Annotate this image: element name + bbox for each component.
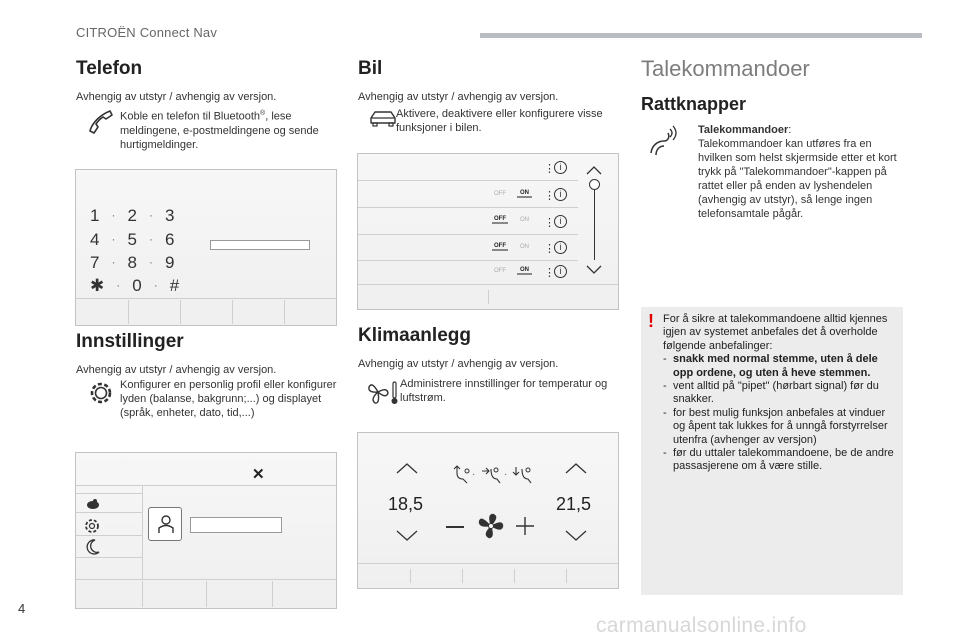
info-icon[interactable]: i — [554, 161, 567, 174]
note-item-3: - for best mulig funksjon anbefales at vinduer og åpent tak lukkes for å unngå forstyrrelser utenfra (avhenger av versjon) — [663, 407, 899, 447]
more-options-icon[interactable]: ⋮ — [544, 190, 555, 202]
info-icon[interactable]: i — [554, 241, 567, 254]
innstillinger-dependency: Avhengig av utstyr / avhengig av versjon. — [76, 364, 277, 376]
brand-title: CITROËN Connect Nav — [76, 25, 218, 40]
settings-gear-small-icon[interactable] — [84, 517, 102, 540]
keypad-row-2: 4 · 5 · 6 — [90, 230, 175, 249]
temp-right-up-icon[interactable] — [565, 461, 587, 479]
innstillinger-feature — [86, 378, 342, 420]
telefon-feature — [86, 107, 344, 152]
bil-dependency: Avhengig av utstyr / avhengig av versjon. — [358, 91, 559, 103]
rattknapper-subtitle: Rattknapper — [641, 94, 747, 114]
info-icon[interactable]: i — [554, 188, 567, 201]
profile-icon[interactable] — [86, 496, 102, 515]
key-star[interactable]: ✱ — [90, 276, 105, 295]
note-list — [663, 353, 899, 474]
klimaanlegg-dependency: Avhengig av utstyr / avhengig av versjon. — [358, 358, 559, 370]
toggle-1[interactable]: OFF ON — [492, 188, 532, 200]
talekommandoer-section — [641, 56, 921, 115]
scrollbar-thumb[interactable] — [589, 179, 600, 190]
climate-screen: 18,5 21,5 · · — [357, 432, 619, 589]
telefon-title: Telefon — [76, 58, 143, 79]
toggle-3[interactable]: OFF ON — [494, 243, 529, 250]
watermark: carmanualsonline.info — [596, 614, 807, 637]
key-7[interactable]: 7 — [90, 253, 100, 272]
bil-section — [358, 58, 628, 104]
header-bar — [480, 33, 922, 38]
profile-person-button[interactable] — [148, 507, 182, 541]
telefon-dependency: Avhengig av utstyr / avhengig av versjon. — [76, 91, 277, 103]
scroll-up-icon[interactable] — [586, 162, 602, 180]
vehicle-settings-screen — [357, 153, 619, 310]
toggle-2[interactable]: OFF ON — [494, 216, 529, 223]
more-options-icon[interactable]: ⋮ — [544, 243, 555, 255]
telefon-section — [76, 58, 346, 104]
talekommandoer-feature — [648, 123, 906, 221]
note-item-1: - snakk med normal stemme, uten å dele opp ordene, og uten å heve stemmen. — [663, 353, 899, 380]
close-icon[interactable]: ✕ — [252, 466, 265, 483]
temp-left-down-icon[interactable] — [396, 529, 418, 547]
bil-title: Bil — [358, 58, 383, 79]
bil-description: Aktivere, deaktivere eller konfigurere visse funksjoner i bilen. — [396, 108, 603, 134]
key-1[interactable]: 1 — [90, 206, 100, 225]
fan-icon[interactable] — [476, 511, 506, 546]
key-8[interactable]: 8 — [127, 253, 137, 272]
key-9[interactable]: 9 — [164, 253, 175, 272]
moon-icon[interactable] — [86, 539, 100, 560]
scroll-down-icon[interactable] — [586, 262, 602, 280]
page-number: 4 — [18, 601, 26, 616]
innstillinger-description: Konfigurer en personlig profil eller konfigurer lyden (balanse, bakgrunn;...) og displayet (språk, enheter, dato, tid,...) — [120, 379, 337, 419]
voice-command-icon — [648, 123, 698, 221]
toggle-4[interactable]: OFF ON — [492, 265, 532, 277]
fan-decrease-icon[interactable] — [446, 526, 464, 528]
klimaanlegg-section — [358, 325, 628, 371]
note-text — [663, 313, 899, 474]
talekommandoer-description: Talekommandoer: Talekommandoer kan utføres fra en hvilken som helst skjermside etter et kort trykk på "Talekommandoer"-kappen på rattet eller på enden av lyshendelen (avhengig av utstyr), så lenge ingen telefonsamtale pågår. — [698, 124, 897, 220]
fan-increase-icon[interactable] — [516, 517, 534, 540]
airflow-face-icon[interactable] — [450, 465, 472, 490]
klimaanlegg-title: Klimaanlegg — [358, 325, 471, 346]
airflow-feet-icon[interactable] — [512, 465, 534, 490]
profile-name-field[interactable] — [190, 517, 282, 533]
keypad-row-4: ✱ · 0 · # — [90, 276, 180, 295]
klimaanlegg-feature — [366, 377, 622, 412]
airflow-body-icon[interactable] — [480, 465, 502, 490]
klimaanlegg-description: Administrere innstillinger for temperatur og luftstrøm. — [400, 378, 608, 404]
temp-right-down-icon[interactable] — [565, 529, 587, 547]
temp-right-value: 21,5 — [556, 494, 592, 514]
note-intro: For å sikre at talekommandoene alltid kjennes igjen av systemet anbefales det å overholde følgende anbefalinger: — [663, 313, 888, 352]
keypad-row-1: 1 · 2 · 3 — [90, 206, 175, 225]
phone-keypad-screen — [75, 169, 337, 326]
bil-feature — [368, 107, 624, 136]
info-icon[interactable]: i — [554, 265, 567, 278]
innstillinger-section — [76, 331, 346, 377]
info-icon[interactable]: i — [554, 215, 567, 228]
key-3[interactable]: 3 — [164, 206, 175, 225]
telefon-description: Koble en telefon til Bluetooth®, lese meldingene, e-postmeldingene og sende hurtigmeldinger. — [120, 110, 319, 151]
settings-screen — [75, 452, 337, 609]
key-5[interactable]: 5 — [127, 230, 137, 249]
warning-exclamation-icon: ! — [648, 311, 654, 331]
temp-left-up-icon[interactable] — [396, 461, 418, 479]
key-hash[interactable]: # — [169, 276, 180, 295]
key-0[interactable]: 0 — [132, 276, 142, 295]
scrollbar-track[interactable] — [594, 180, 595, 260]
temp-left-value: 18,5 — [388, 494, 424, 514]
recommendations-note — [641, 307, 903, 595]
innstillinger-title: Innstillinger — [76, 331, 184, 352]
key-4[interactable]: 4 — [90, 230, 100, 249]
note-item-2: - vent alltid på "pipet" (hørbart signal) før du snakker. — [663, 380, 899, 407]
more-options-icon[interactable]: ⋮ — [544, 217, 555, 229]
more-options-icon[interactable]: ⋮ — [544, 267, 555, 279]
key-2[interactable]: 2 — [127, 206, 137, 225]
more-options-icon[interactable]: ⋮ — [544, 163, 555, 175]
page-header — [0, 0, 960, 40]
phone-number-field[interactable] — [210, 240, 310, 250]
talekommandoer-title: Talekommandoer — [641, 56, 810, 81]
key-6[interactable]: 6 — [164, 230, 175, 249]
note-item-4: - før du uttaler talekommandoene, be de andre passasjerene om å være stille. — [663, 447, 899, 474]
keypad-row-3: 7 · 8 · 9 — [90, 253, 175, 272]
